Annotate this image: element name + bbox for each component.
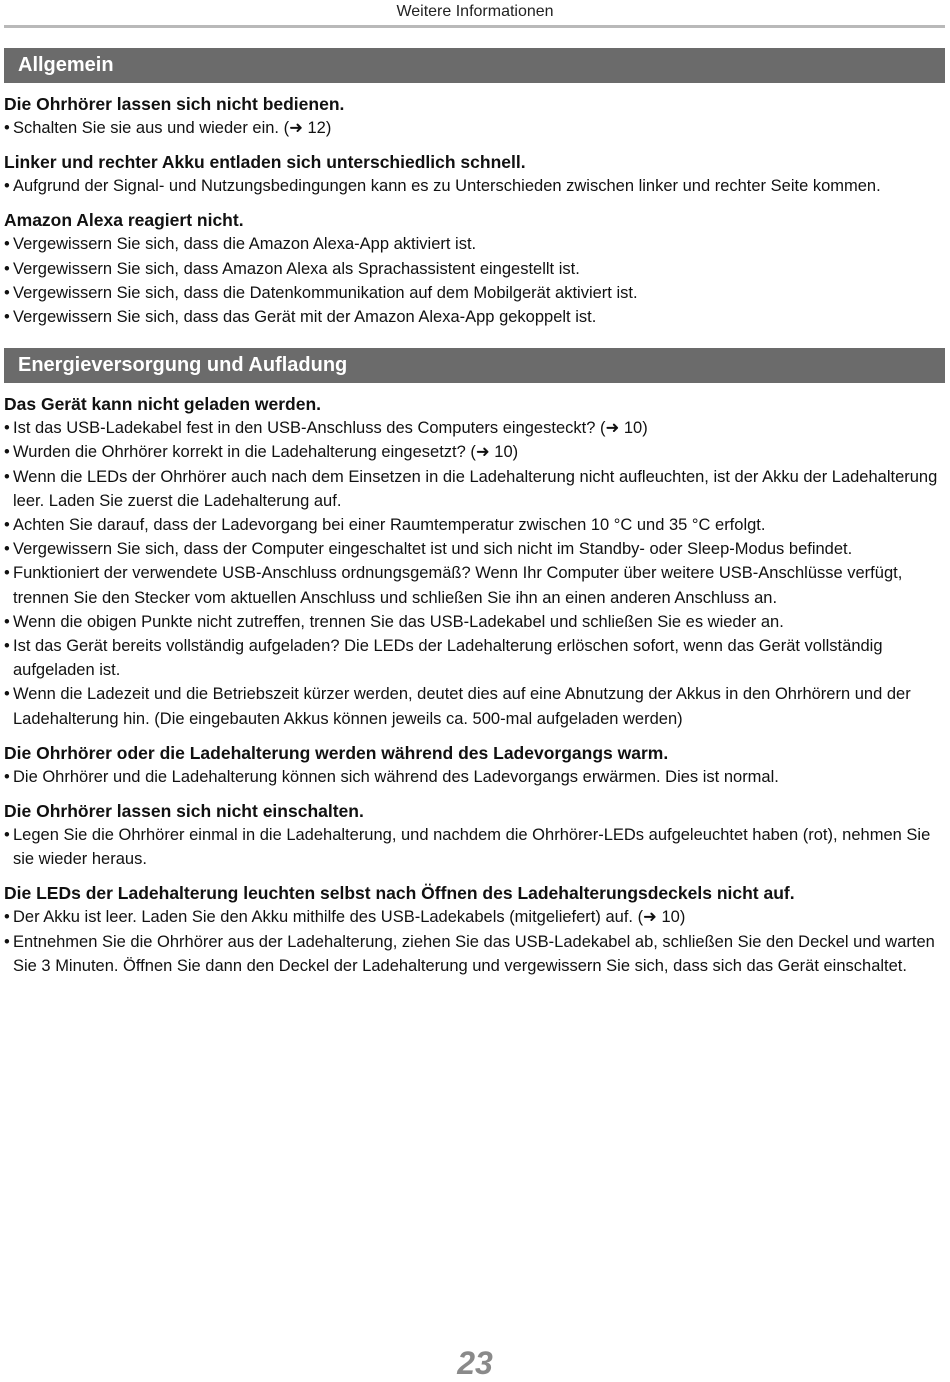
topic-title: Die Ohrhörer lassen sich nicht bedienen. [4, 94, 345, 114]
bullet-list [4, 232, 945, 329]
topic [4, 799, 945, 871]
topic-title: Das Gerät kann nicht geladen werden. [4, 394, 322, 415]
bullet-item: • Wurden die Ohrhörer korrekt in die Ladehalterung eingesetzt? (➜ 10) [4, 440, 945, 464]
bullet-item: • Ist das USB-Ladekabel fest in den USB-Anschluss des Computers eingesteckt? (➜ 10) [4, 416, 945, 440]
bullet-list [4, 174, 945, 198]
bullet-item: • Wenn die LEDs der Ohrhörer auch nach dem Einsetzen in die Ladehalterung nicht aufleuchten, ist der Akku der Ladehalterung leer. Laden Sie zuerst die Ladehalterung auf. [4, 465, 945, 513]
bullet-item: • Achten Sie darauf, dass der Ladevorgang bei einer Raumtemperatur zwischen 10 °C und 35 °C erfolgt. [4, 513, 945, 537]
bullet-list [4, 823, 945, 871]
bullet-item: • Wenn die obigen Punkte nicht zutreffen, trennen Sie das USB-Ladekabel und schließen Sie es wieder an. [4, 610, 945, 634]
bullet-item: • Funktioniert der verwendete USB-Anschluss ordnungsgemäß? Wenn Ihr Computer über weitere USB-Anschlüsse verfügt, trennen Sie den Stecker vom aktuellen Anschluss und schließen Sie ihn an einen anderen Anschluss an. [4, 561, 945, 609]
bullet-item: • Ist das Gerät bereits vollständig aufgeladen? Die LEDs der Ladehalterung erlöschen sofort, wenn das Gerät vollständig aufgeladen ist. [4, 634, 945, 682]
bullet-item: • Der Akku ist leer. Laden Sie den Akku mithilfe des USB-Ladekabels (mitgeliefert) auf. (➜ 10) [4, 905, 945, 929]
bullet-item: • Vergewissern Sie sich, dass Amazon Alexa als Sprachassistent eingestellt ist. [4, 257, 945, 281]
bullet-item: • Schalten Sie sie aus und wieder ein. (➜ 12) [4, 116, 945, 140]
topic [4, 208, 945, 329]
bullet-item: • Wenn die Ladezeit und die Betriebszeit kürzer werden, deutet dies auf eine Abnutzung der Akkus in den Ohrhörern und der Ladehalterung hin. (Die eingebauten Akkus können jeweils ca. 500-mal aufgeladen werden) [4, 682, 945, 730]
bullet-list [4, 905, 945, 978]
topic [4, 741, 945, 789]
section-energieversorgung [4, 348, 945, 978]
bullet-item: • Vergewissern Sie sich, dass die Amazon Alexa-App aktiviert ist. [4, 232, 945, 256]
topic-title: Die Ohrhörer lassen sich nicht einschalten. [4, 801, 364, 822]
section-allgemein [4, 48, 945, 329]
section-heading: Allgemein [4, 48, 945, 83]
header-rule [4, 25, 945, 28]
topic-title: Linker und rechter Akku entladen sich unterschiedlich schnell. [4, 152, 526, 173]
bullet-item: • Vergewissern Sie sich, dass das Gerät mit der Amazon Alexa-App gekoppelt ist. [4, 305, 945, 329]
topic [4, 881, 945, 978]
bullet-item: • Die Ohrhörer und die Ladehalterung können sich während des Ladevorgangs erwärmen. Dies ist normal. [4, 765, 945, 789]
topic-title: Amazon Alexa reagiert nicht. [4, 210, 244, 231]
bullet-item: • Entnehmen Sie die Ohrhörer aus der Ladehalterung, ziehen Sie das USB-Ladekabel ab, schließen Sie den Deckel und warten Sie 3 Minuten. Öffnen Sie dann den Deckel der Ladehalterung und vergewissern Sie sich, dass sich das Gerät einschaltet. [4, 930, 945, 978]
bullet-item: • Aufgrund der Signal- und Nutzungsbedingungen kann es zu Unterschieden zwischen linker und rechter Seite kommen. [4, 174, 945, 198]
running-header: Weitere Informationen [396, 3, 554, 20]
page-content [4, 48, 945, 997]
bullet-list [4, 765, 945, 789]
bullet-list [4, 416, 945, 731]
page-number: 23 [457, 1345, 493, 1381]
topic-title: Die Ohrhörer oder die Ladehalterung werden während des Ladevorgangs warm. [4, 742, 669, 763]
topic [4, 392, 945, 731]
bullet-item: • Vergewissern Sie sich, dass der Computer eingeschaltet ist und sich nicht im Standby- oder Sleep-Modus befindet. [4, 537, 945, 561]
topic-title: Die LEDs der Ladehalterung leuchten selbst nach Öffnen des Ladehalterungsdeckels nicht auf. [4, 883, 795, 904]
topic [4, 150, 945, 198]
topic [4, 92, 945, 140]
bullet-list [4, 116, 945, 140]
bullet-item: • Legen Sie die Ohrhörer einmal in die Ladehalterung, und nachdem die Ohrhörer-LEDs aufgeleuchtet haben (rot), nehmen Sie sie wieder heraus. [4, 823, 945, 871]
bullet-item: • Vergewissern Sie sich, dass die Datenkommunikation auf dem Mobilgerät aktiviert ist. [4, 281, 945, 305]
section-heading: Energieversorgung und Aufladung [4, 348, 945, 383]
